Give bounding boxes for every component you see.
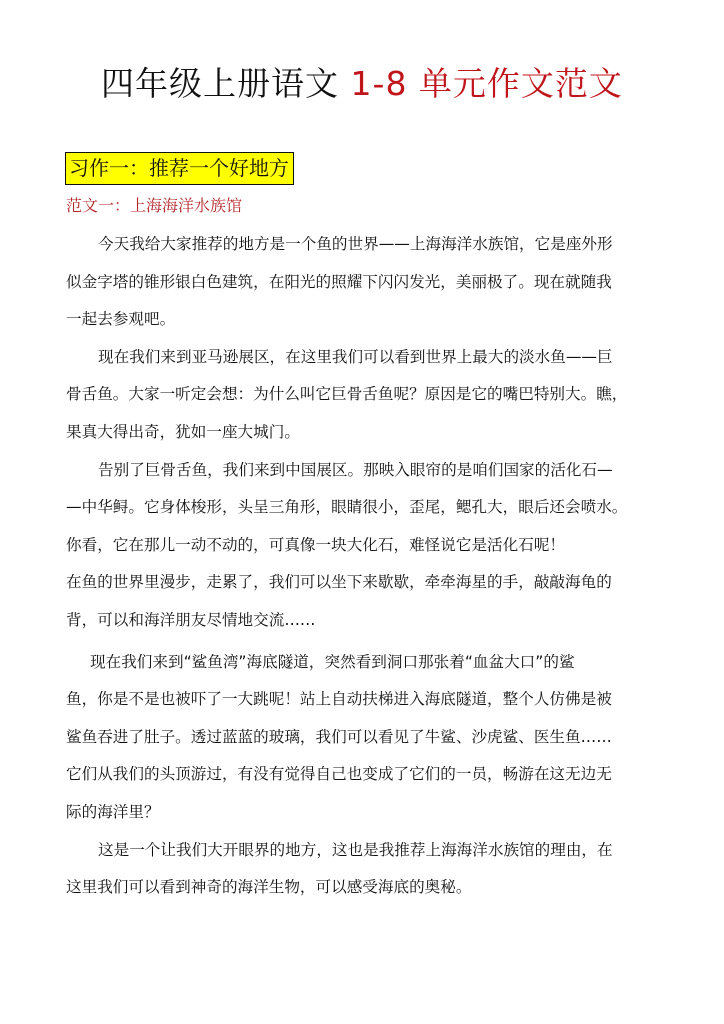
title-red-part: 1-8 单元作文范文: [350, 64, 623, 103]
essay-line: 果真大得出奇，犹如一座大城门。: [66, 422, 300, 441]
essay-line: 际的海洋里？: [66, 802, 160, 821]
essay-line: —中华鲟。它身体梭形，头呈三角形，眼睛很小，歪尾，鳃孔大，眼后还会喷水。: [66, 498, 628, 517]
sample-essay-title: 范文一：上海海洋水族馆: [66, 196, 243, 215]
essay-line: 鲨鱼吞进了肚子。透过蓝蓝的玻璃，我们可以看见了牛鲨、沙虎鲨、医生鱼……: [66, 727, 612, 746]
essay-line: 似金字塔的锥形银白色建筑，在阳光的照耀下闪闪发光，美丽极了。现在就随我: [66, 272, 612, 291]
essay-body: [66, 226, 666, 907]
essay-line: 背，可以和海洋朋友尽情地交流……: [66, 610, 316, 629]
essay-line: 鱼，你是不是也被吓了一大跳呢！站上自动扶梯进入海底隧道，整个人仿佛是被: [66, 690, 612, 709]
essay-line: 现在我们来到“鲨鱼湾”海底隧道，突然看到洞口那张着“血盆大口”的鲨: [90, 652, 575, 671]
essay-line: 在鱼的世界里漫步，走累了，我们可以坐下来歇歇，牵牵海星的手，敲敲海龟的: [66, 573, 612, 592]
essay-line: 一起去参观吧。: [66, 310, 176, 329]
essay-line: 现在我们来到亚马逊展区，在这里我们可以看到世界上最大的淡水鱼——巨: [98, 347, 613, 366]
essay-line: 这是一个让我们大开眼界的地方，这也是我推荐上海海洋水族馆的理由，在: [98, 840, 613, 859]
document-title: [0, 58, 724, 105]
essay-line: 骨舌鱼。大家一听定会想：为什么叫它巨骨舌鱼呢？原因是它的嘴巴特别大。瞧，: [66, 385, 628, 404]
essay-line: 它们从我们的头顶游过，有没有觉得自己也变成了它们的一员，畅游在这无边无: [66, 765, 612, 784]
essay-line: 告别了巨骨舌鱼，我们来到中国展区。那映入眼帘的是咱们国家的活化石—: [98, 460, 613, 479]
essay-line: 今天我给大家推荐的地方是一个鱼的世界——上海海洋水族馆，它是座外形: [98, 235, 613, 253]
title-black-part: 四年级上册语文: [101, 64, 351, 103]
essay-line: 这里我们可以看到神奇的海洋生物，可以感受海底的奥秘。: [66, 878, 472, 897]
essay-line: 你看，它在那儿一动不动的，可真像一块大化石，难怪说它是活化石呢！: [66, 535, 566, 554]
section-heading: 习作一：推荐一个好地方: [65, 152, 294, 185]
